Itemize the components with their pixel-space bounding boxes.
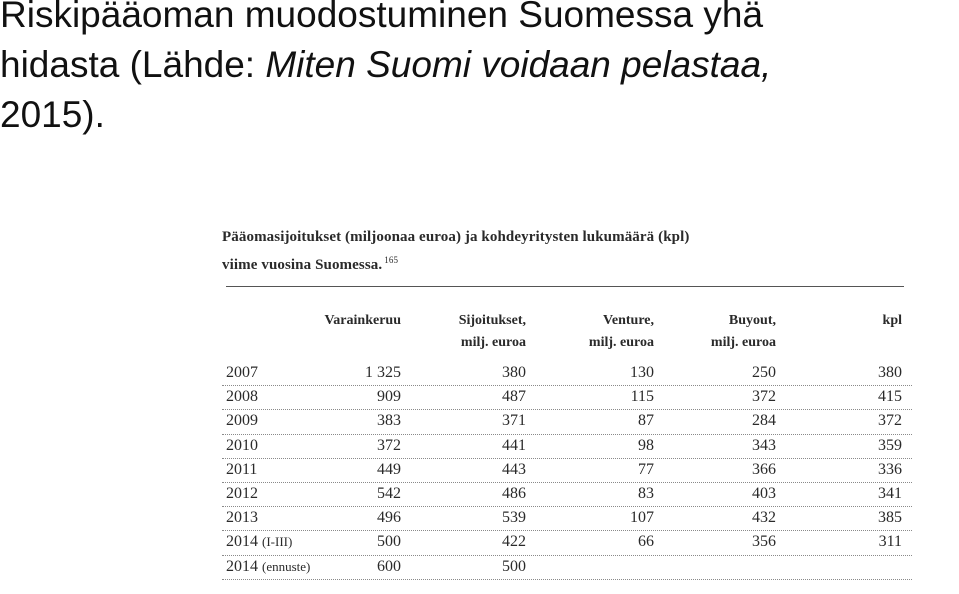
row-year bbox=[226, 362, 258, 384]
table-row bbox=[222, 410, 912, 434]
cell-buyout: 343 bbox=[752, 436, 776, 454]
table-row bbox=[222, 483, 912, 507]
cell-venture: 83 bbox=[638, 484, 654, 502]
cell-venture: 107 bbox=[630, 509, 654, 527]
cell-buyout: 372 bbox=[752, 388, 776, 406]
row-year bbox=[226, 410, 258, 432]
col-header-label: kpl bbox=[882, 313, 902, 328]
cell-sijoitukset: 380 bbox=[502, 364, 526, 381]
table-row bbox=[222, 531, 912, 555]
col-header-sijoitukset bbox=[459, 310, 526, 354]
col-header-label: Buyout, bbox=[728, 313, 776, 328]
col-header-unit: milj. euroa bbox=[588, 335, 654, 350]
col-header-kpl bbox=[883, 310, 902, 332]
caption-line-2: viime vuosina Suomessa. bbox=[222, 257, 383, 273]
cell-varainkeruu: 449 bbox=[377, 460, 401, 478]
year-value: 2013 bbox=[226, 509, 258, 527]
year-value: 2012 bbox=[226, 484, 258, 502]
cell-sijoitukset: 441 bbox=[502, 436, 526, 454]
scanned-table-image bbox=[222, 226, 912, 576]
cell-varainkeruu: 1 325 bbox=[365, 364, 401, 381]
table-row bbox=[222, 386, 912, 410]
col-header-unit: milj. euroa bbox=[460, 335, 526, 350]
col-header-venture bbox=[589, 310, 654, 354]
cell-buyout: 356 bbox=[752, 533, 776, 551]
cell-buyout: 366 bbox=[752, 460, 776, 478]
cell-sijoitukset: 500 bbox=[502, 557, 526, 575]
year-value: 2011 bbox=[226, 460, 258, 478]
cell-varainkeruu: 496 bbox=[377, 509, 401, 527]
caption-line-1: Pääomasijoitukset (miljoonaa euroa) ja kohdeyritysten lukumäärä (kpl) bbox=[222, 229, 690, 245]
cell-buyout: 284 bbox=[752, 412, 776, 430]
col-header-label: Varainkeruu bbox=[324, 313, 401, 328]
caption-line-2-wrap bbox=[222, 249, 912, 277]
col-header-unit: milj. euroa bbox=[710, 335, 776, 350]
year-note: (I-III) bbox=[262, 534, 293, 550]
cell-venture: 130 bbox=[630, 364, 654, 381]
cell-sijoitukset: 487 bbox=[502, 388, 526, 406]
year-value: 2010 bbox=[226, 436, 258, 454]
year-value: 2009 bbox=[226, 412, 258, 430]
table-caption bbox=[222, 226, 912, 277]
cell-buyout: 250 bbox=[752, 364, 776, 381]
footnote-ref: 165 bbox=[384, 255, 399, 265]
cell-kpl: 415 bbox=[878, 388, 902, 406]
cell-sijoitukset: 539 bbox=[502, 509, 526, 527]
row-year bbox=[226, 507, 258, 529]
table-row bbox=[222, 435, 912, 459]
table-body bbox=[222, 362, 912, 580]
title-line-1: Riskipääoman muodostuminen Suomessa yhä bbox=[0, 0, 764, 35]
cell-kpl: 372 bbox=[878, 412, 902, 430]
cell-kpl: 359 bbox=[878, 436, 902, 454]
table-row bbox=[222, 362, 912, 386]
title-source-italic: Miten Suomi voidaan pelastaa, bbox=[265, 44, 772, 85]
col-header-label: Sijoitukset, bbox=[458, 313, 526, 328]
table-row bbox=[222, 459, 912, 483]
cell-varainkeruu: 600 bbox=[377, 557, 401, 575]
row-year bbox=[226, 386, 258, 408]
year-value: 2014 bbox=[226, 533, 258, 551]
cell-venture: 77 bbox=[638, 460, 654, 478]
cell-kpl: 385 bbox=[878, 509, 902, 527]
table-row bbox=[222, 556, 912, 580]
cell-kpl: 380 bbox=[878, 364, 902, 381]
slide-title bbox=[0, 0, 959, 140]
col-header-varainkeruu bbox=[324, 310, 401, 332]
col-header-buyout bbox=[711, 310, 776, 354]
cell-varainkeruu: 500 bbox=[377, 533, 401, 551]
row-year bbox=[226, 556, 310, 578]
cell-sijoitukset: 443 bbox=[502, 460, 526, 478]
table-top-rule bbox=[226, 286, 904, 287]
table-row bbox=[222, 507, 912, 531]
row-year bbox=[226, 483, 258, 505]
cell-varainkeruu: 372 bbox=[377, 436, 401, 454]
cell-kpl: 336 bbox=[878, 460, 902, 478]
row-year bbox=[226, 531, 292, 553]
year-value: 2014 bbox=[226, 557, 258, 575]
cell-venture: 66 bbox=[638, 533, 654, 551]
cell-varainkeruu: 909 bbox=[377, 388, 401, 406]
cell-kpl: 341 bbox=[878, 484, 902, 502]
cell-sijoitukset: 422 bbox=[502, 533, 526, 551]
year-value: 2007 bbox=[226, 364, 258, 381]
title-line-3: 2015). bbox=[0, 94, 105, 135]
cell-kpl: 311 bbox=[878, 533, 902, 551]
cell-varainkeruu: 542 bbox=[377, 484, 401, 502]
cell-venture: 87 bbox=[638, 412, 654, 430]
year-value: 2008 bbox=[226, 388, 258, 406]
cell-venture: 115 bbox=[630, 388, 654, 406]
cell-venture: 98 bbox=[638, 436, 654, 454]
cell-buyout: 403 bbox=[752, 484, 776, 502]
row-year bbox=[226, 435, 258, 457]
cell-varainkeruu: 383 bbox=[377, 412, 401, 430]
year-note: (ennuste) bbox=[262, 558, 311, 574]
col-header-label: Venture, bbox=[603, 313, 654, 328]
cell-sijoitukset: 486 bbox=[502, 484, 526, 502]
row-year bbox=[226, 459, 257, 481]
cell-buyout: 432 bbox=[752, 509, 776, 527]
title-line-2-start: hidasta (Lähde: bbox=[0, 44, 266, 85]
cell-sijoitukset: 371 bbox=[502, 412, 526, 430]
